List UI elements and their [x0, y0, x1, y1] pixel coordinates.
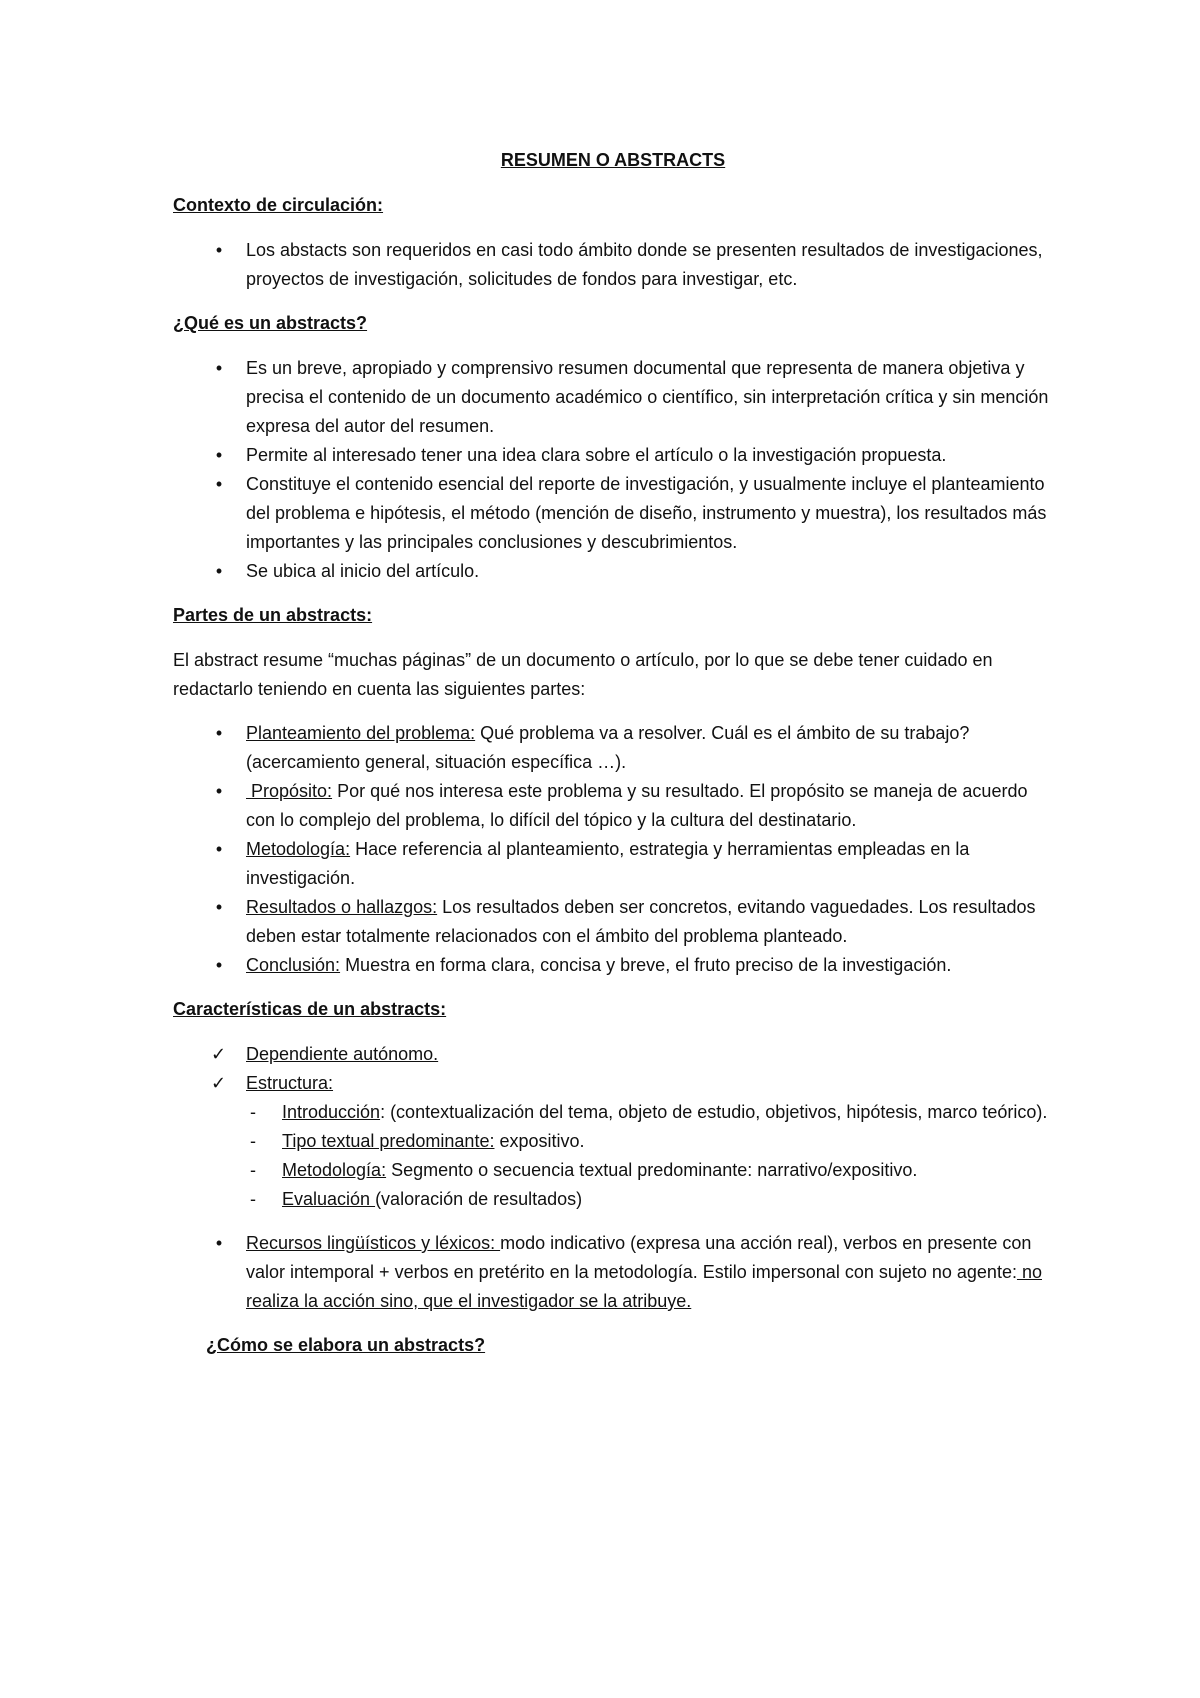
list-item: [173, 1229, 1053, 1316]
list-item: [173, 557, 1053, 586]
list-item: [173, 441, 1053, 470]
bullet-icon: •: [215, 561, 223, 581]
list-item-label: Propósito:: [246, 781, 333, 801]
bullet-icon: •: [215, 781, 223, 801]
check-item: [173, 1040, 1053, 1069]
section-heading-caracteristicas: Características de un abstracts:: [173, 999, 447, 1019]
list-item: [173, 470, 1053, 557]
list-item: [173, 951, 1053, 980]
list-item: [173, 893, 1053, 951]
section-heading-partes: Partes de un abstracts:: [173, 605, 373, 625]
bullet-icon: •: [215, 240, 223, 260]
list-item: [173, 719, 1053, 777]
sublist-item-label: Evaluación: [282, 1189, 376, 1209]
document-title: RESUMEN O ABSTRACTS: [500, 150, 726, 170]
sublist-item-label: Metodología:: [282, 1160, 387, 1180]
list-item-underlined-text: no realiza la acción sino, que el investigador se la atribuye.: [246, 1262, 1042, 1311]
bullet-icon: •: [215, 474, 223, 494]
list-item-label: Planteamiento del problema:: [246, 723, 476, 743]
dash-icon: -: [250, 1131, 256, 1151]
list-item-text: Constituye el contenido esencial del reporte de investigación, y usualmente incluye el planteamiento del problema e hipótesis, el método (mención de diseño, instrumento y muestra), los resultados más importantes y las principales conclusiones y descubrimientos.: [246, 474, 1047, 552]
list-item-text: modo indicativo (expresa una acción real), verbos en presente con valor intemporal + verbos en pretérito en la metodología. Estilo impersonal con sujeto no agente:: [246, 1233, 1032, 1282]
check-item: [173, 1069, 1053, 1214]
list-item-text: Los resultados deben ser concretos, evitando vaguedades. Los resultados deben estar totalmente relacionados con el ámbito del problema planteado.: [246, 897, 1036, 946]
sublist-item: [173, 1098, 1053, 1127]
sublist-item: [173, 1127, 1053, 1156]
checkmark-icon: ✓: [211, 1073, 227, 1093]
sublist-item-text: Segmento o secuencia textual predominante: narrativo/expositivo.: [386, 1160, 918, 1180]
sublist-item-label: Tipo textual predominante:: [282, 1131, 495, 1151]
document-page: [173, 146, 1053, 1376]
section-heading-contexto: Contexto de circulación:: [173, 195, 384, 215]
partes-list: [173, 719, 1053, 980]
bullet-icon: •: [215, 358, 223, 378]
checkmark-icon: ✓: [211, 1044, 227, 1064]
list-item-text: Muestra en forma clara, concisa y breve, el fruto preciso de la investigación.: [340, 955, 952, 975]
check-item-text: Estructura:: [246, 1073, 334, 1093]
sublist-item-text: expositivo.: [494, 1131, 585, 1151]
caracteristicas-checklist: [173, 1040, 1053, 1214]
list-item: [173, 236, 1053, 294]
recursos-list: [173, 1229, 1053, 1316]
sublist-item: [173, 1156, 1053, 1185]
list-item-label: Conclusión:: [246, 955, 341, 975]
list-item: [173, 354, 1053, 441]
section-heading-que-es: ¿Qué es un abstracts?: [173, 313, 368, 333]
list-item-text: Los abstacts son requeridos en casi todo ámbito donde se presenten resultados de investigaciones, proyectos de investigación, solicitudes de fondos para investigar, etc.: [246, 240, 1043, 289]
list-item-text: Es un breve, apropiado y comprensivo resumen documental que representa de manera objetiva y precisa el contenido de un documento académico o científico, sin interpretación crítica y sin mención expresa del autor del resumen.: [246, 358, 1049, 436]
estructura-sublist: [173, 1098, 1053, 1214]
bullet-icon: •: [215, 897, 223, 917]
list-item-text: Por qué nos interesa este problema y su resultado. El propósito se maneja de acuerdo con lo complejo del problema, lo difícil del tópico y la cultura del destinatario.: [246, 781, 1028, 830]
dash-icon: -: [250, 1102, 256, 1122]
bullet-icon: •: [215, 723, 223, 743]
bullet-icon: •: [215, 1233, 223, 1253]
contexto-list: [173, 236, 1053, 294]
list-item-label: Resultados o hallazgos:: [246, 897, 438, 917]
list-item-label: Recursos lingüísticos y léxicos:: [246, 1233, 501, 1253]
list-item: [173, 777, 1053, 835]
bullet-icon: •: [215, 445, 223, 465]
list-item-text: Permite al interesado tener una idea clara sobre el artículo o la investigación propuesta.: [246, 445, 947, 465]
list-item-text: Se ubica al inicio del artículo.: [246, 561, 480, 581]
list-item-text: Qué problema va a resolver. Cuál es el ámbito de su trabajo? (acercamiento general, situación específica …).: [246, 723, 970, 772]
sublist-item: [173, 1185, 1053, 1214]
partes-intro-paragraph: El abstract resume “muchas páginas” de un documento o artículo, por lo que se debe tener cuidado en redactarlo teniendo en cuenta las siguientes partes:: [173, 650, 993, 699]
list-item-text: Hace referencia al planteamiento, estrategia y herramientas empleadas en la investigación.: [246, 839, 970, 888]
sublist-item-text: : (contextualización del tema, objeto de estudio, objetivos, hipótesis, marco teórico).: [380, 1102, 1048, 1122]
section-heading-como: ¿Cómo se elabora un abstracts?: [206, 1335, 486, 1355]
bullet-icon: •: [215, 839, 223, 859]
dash-icon: -: [250, 1189, 256, 1209]
sublist-item-text: (valoración de resultados): [375, 1189, 583, 1209]
list-item-label: Metodología:: [246, 839, 351, 859]
list-item: [173, 835, 1053, 893]
dash-icon: -: [250, 1160, 256, 1180]
check-item-text: Dependiente autónomo.: [246, 1044, 439, 1064]
sublist-item-label: Introducción: [282, 1102, 381, 1122]
que-es-list: [173, 354, 1053, 586]
bullet-icon: •: [215, 955, 223, 975]
